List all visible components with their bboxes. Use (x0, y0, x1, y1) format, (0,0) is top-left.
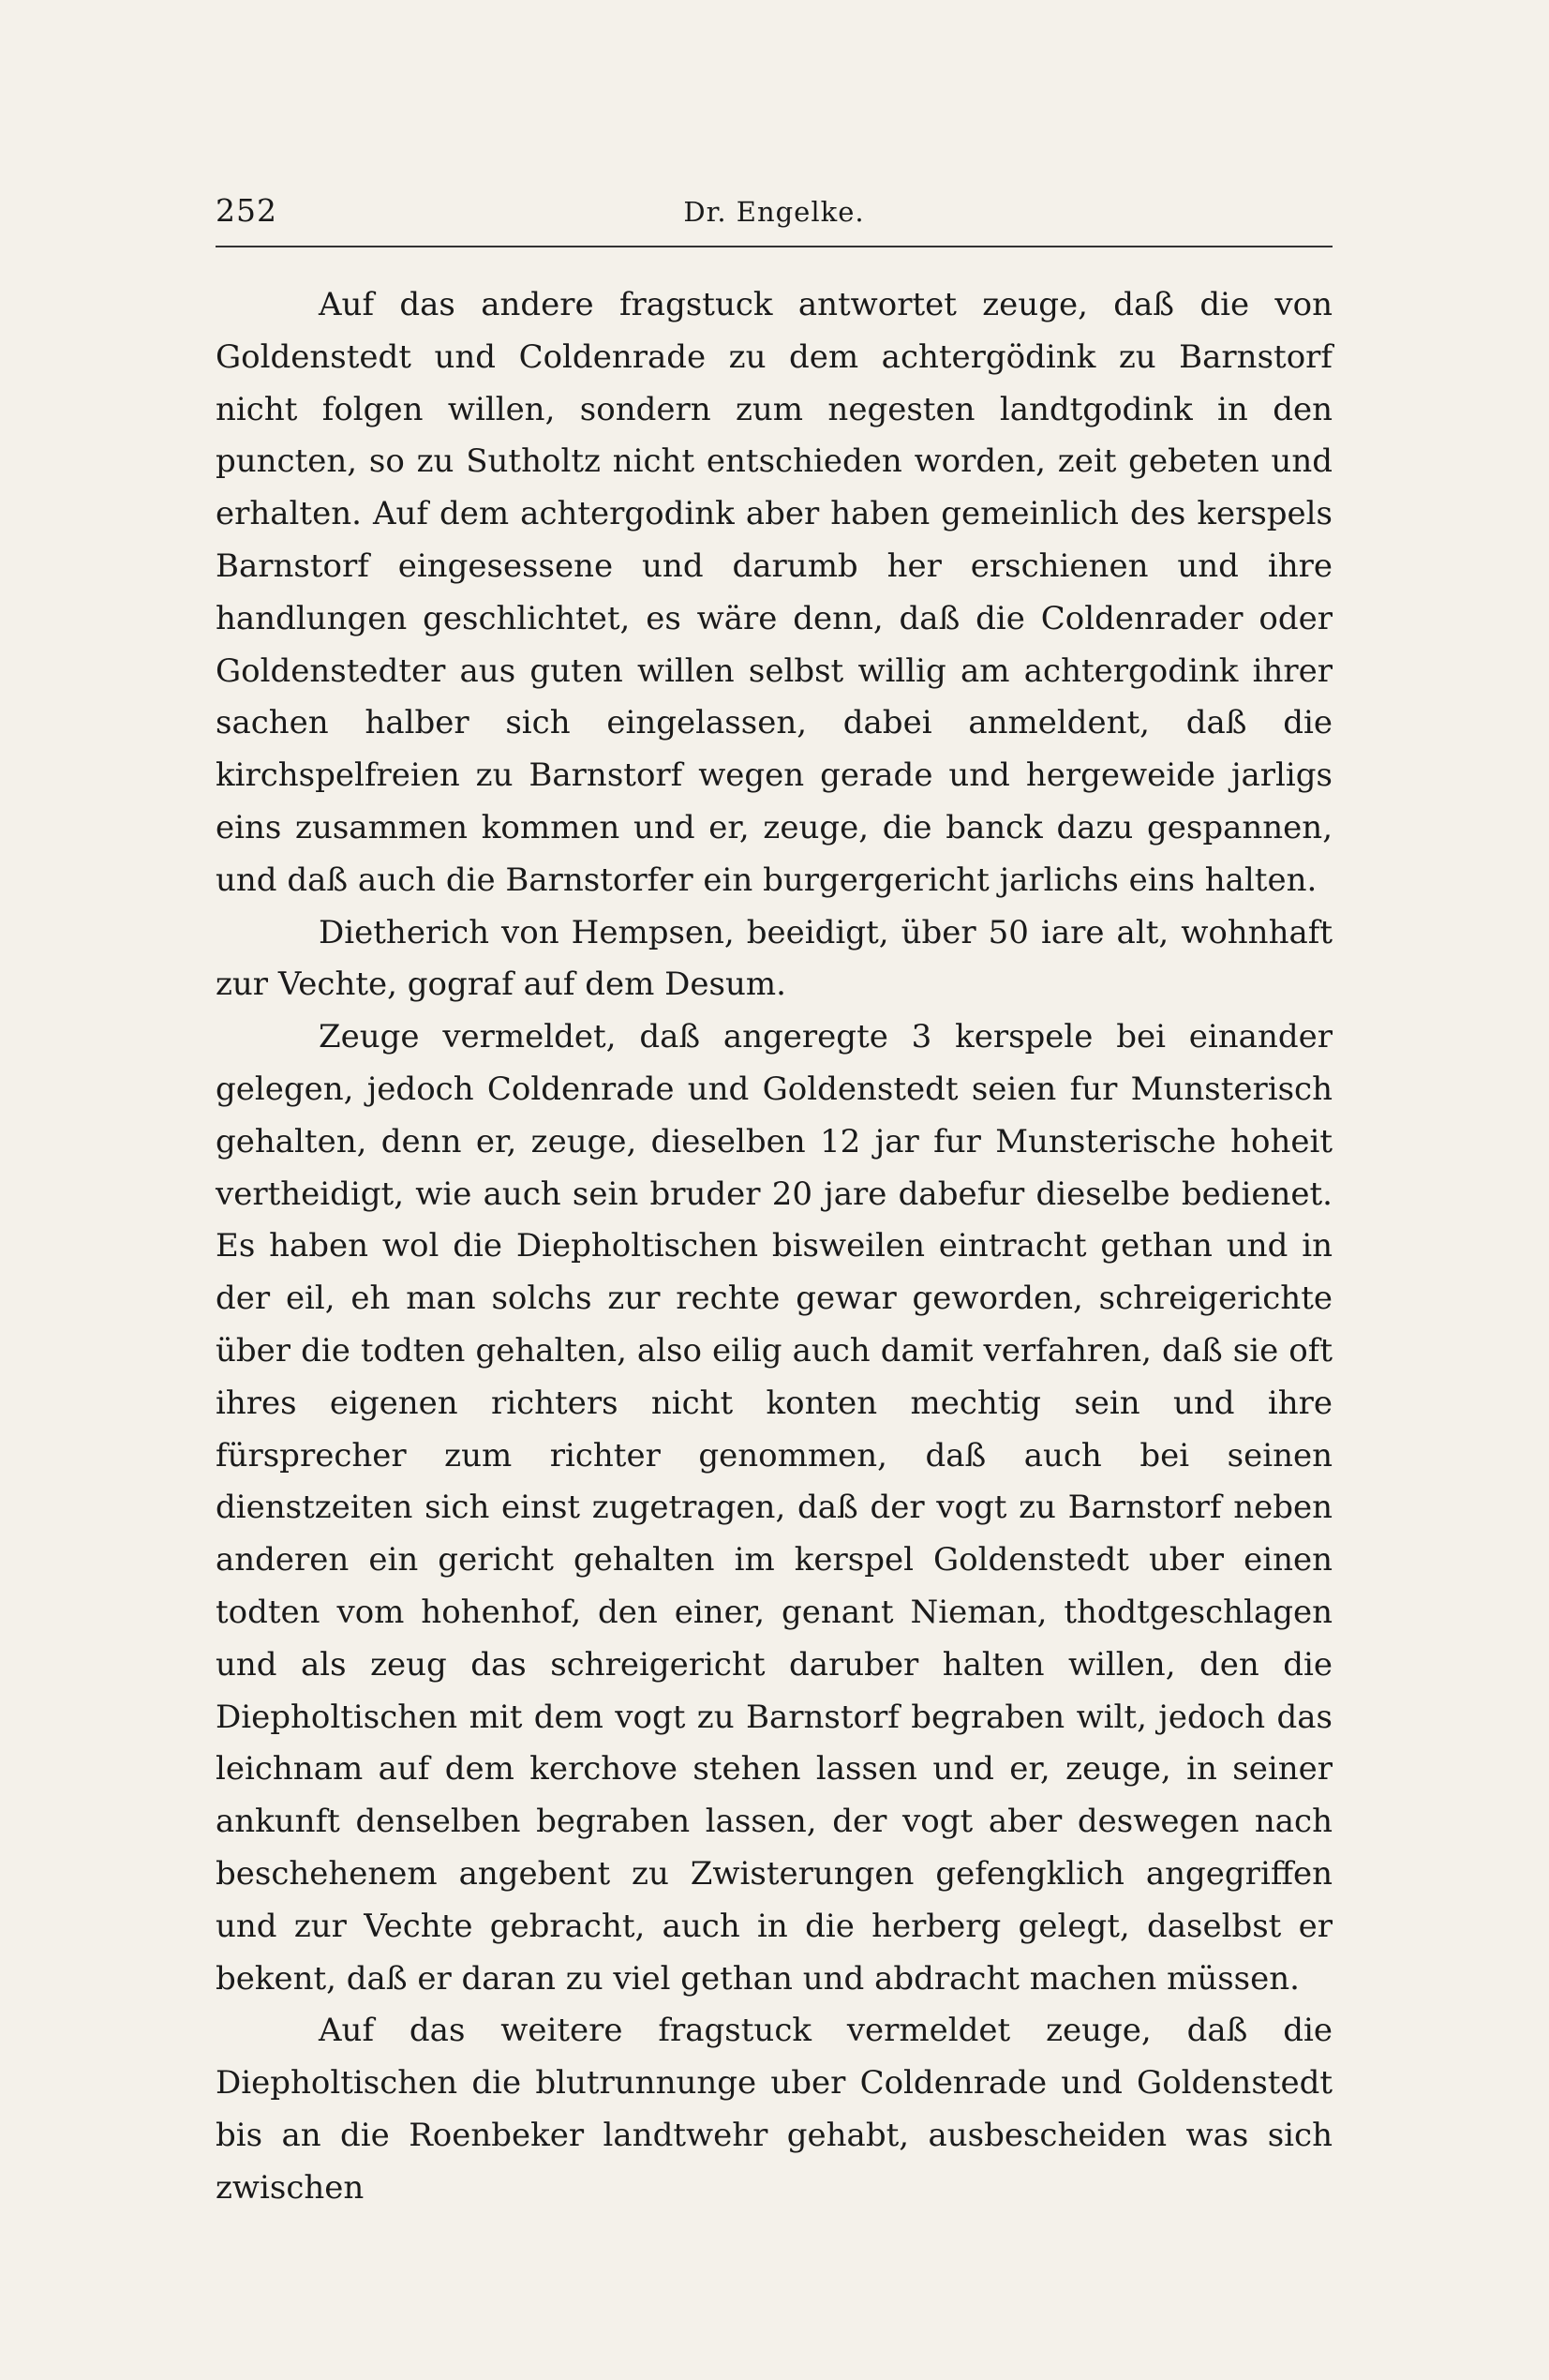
paragraph: Dietherich von Hempsen, beeidigt, über 50 iare alt, wohnhaft zur Vechte, gograf auf dem Desum. (216, 913, 1333, 1004)
paragraph: Auf das weitere fragstuck vermeldet zeuge, daß die Diepholtischen die blutrunnunge uber Coldenrade und Goldenstedt bis an die Roenbeker landtwehr gehabt, ausbescheiden was sich zwischen (216, 2012, 1333, 2207)
running-head: Dr. Engelke. (683, 196, 865, 228)
body-text (216, 279, 1333, 2214)
paragraph: Zeuge vermeldet, daß angeregte 3 kerspele bei einander gelegen, jedoch Coldenrade und Goldenstedt seien fur Munsterisch gehalten, denn er, zeuge, dieselben 12 jar fur Munsterische hoheit vertheidigt, wie auch sein bruder 20 jare dabefur dieselbe bedienet. Es haben wol die Diepholtischen bisweilen eintracht gethan und in der eil, eh man solchs zur rechte gewar geworden, schreigerichte über die todten gehalten, also eilig auch damit verfahren, daß sie oft ihres eigenen richters nicht konten mechtig sein und ihre fürsprecher zum richter genommen, daß auch bei seinen dienstzeiten sich einst zugetragen, daß der vogt zu Barnstorf neben anderen ein gericht gehalten im kerspel Goldenstedt uber einen todten vom hohenhof, den einer, genant Nieman, thodtgeschlagen und als zeug das schreigericht daruber halten willen, den die Diepholtischen mit dem vogt zu Barnstorf begraben wilt, jedoch das leichnam auf dem kerchove stehen lassen und er, zeuge, in seiner ankunft denselben begraben lassen, der vogt aber deswegen nach beschehenem angebent zu Zwisterungen gefengklich angegriffen und zur Vechte gebracht, auch in die herberg gelegt, daselbst er bekent, daß er daran zu viel gethan und abdracht machen müssen. (216, 1018, 1333, 1998)
paragraph: Auf das andere fragstuck antwortet zeuge, daß die von Goldenstedt und Coldenrade zu dem achtergödink zu Barnstorf nicht folgen willen, sondern zum negesten landtgodink in den puncten, so zu Sutholtz nicht entschieden worden, zeit gebeten und erhalten. Auf dem achtergodink aber haben gemeinlich des kerspels Barnstorf eingesessene und darumb her erschienen und ihre handlungen geschlichtet, es wäre denn, daß die Coldenrader oder Goldenstedter aus guten willen selbst willig am achtergodink ihrer sachen halber sich eingelassen, dabei anmeldent, daß die kirchspelfreien zu Barnstorf wegen gerade und hergeweide jarligs eins zusammen kommen und er, zeuge, die banck dazu gespannen, und daß auch die Barnstorfer ein burgergericht jarlichs eins halten. (216, 286, 1333, 899)
page-number: 252 (216, 192, 277, 229)
page-header (216, 192, 1333, 248)
header-rule (216, 246, 1333, 247)
